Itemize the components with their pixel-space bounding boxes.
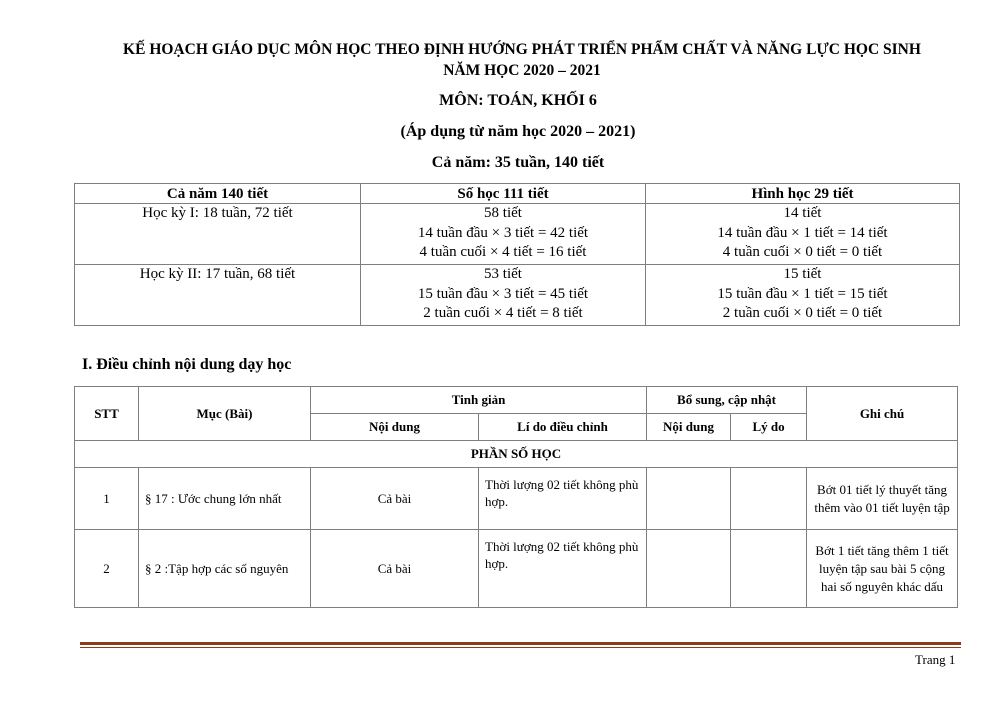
term1-label: Học kỳ I: 18 tuần, 72 tiết	[75, 204, 361, 265]
summary-table	[74, 183, 960, 326]
section-title: I. Điều chỉnh nội dung dạy học	[82, 356, 292, 373]
header-ly-do: Lý do	[731, 414, 807, 441]
header-noi-dung-tg: Nội dung	[311, 414, 479, 441]
header-noi-dung-bs: Nội dung	[647, 414, 731, 441]
term1-arith-last: 4 tuần cuối × 4 tiết = 16 tiết	[419, 244, 587, 260]
table-row	[75, 468, 958, 530]
footer-rule-thin	[80, 647, 961, 648]
term2-geom-total: 15 tiết	[783, 266, 822, 282]
header-muc: Mục (Bài)	[139, 387, 311, 441]
page-number: Trang 1	[915, 652, 956, 667]
term2-geom-first: 15 tuần đầu × 1 tiết = 15 tiết	[717, 285, 888, 302]
doc-title-line1: KẾ HOẠCH GIÁO DỤC MÔN HỌC THEO ĐỊNH HƯỚNG PHÁT TRIỂN PHẨM CHẤT VÀ NĂNG LỰC HỌC SINH	[123, 41, 921, 58]
summary-header-row	[75, 184, 960, 204]
row-ghi-chu: Bớt 1 tiết tăng thêm 1 tiết luyện tập sau bài 5 cộng hai số nguyên khác dấu	[807, 530, 958, 608]
apply-note: (Áp dụng từ năm học 2020 – 2021)	[400, 123, 636, 140]
row-stt: 1	[75, 468, 139, 530]
summary-row-term2	[75, 265, 960, 326]
header-stt: STT	[75, 387, 139, 441]
row-ghi-chu: Bớt 01 tiết lý thuyết tăng thêm vào 01 tiết luyện tập	[807, 468, 958, 530]
doc-title-line2: NĂM HỌC 2020 – 2021	[443, 62, 601, 79]
row-muc: § 2 :Tập hợp các số nguyên	[139, 530, 311, 608]
term2-geom	[646, 265, 960, 326]
part-label: PHẦN SỐ HỌC	[75, 441, 958, 468]
row-bs-noi-dung	[647, 468, 731, 530]
part-row	[75, 441, 958, 468]
footer-rule-thick	[80, 642, 961, 645]
header-ghi-chu: Ghi chú	[807, 387, 958, 441]
adjustment-table	[74, 386, 958, 608]
row-bs-ly-do	[731, 530, 807, 608]
row-bs-noi-dung	[647, 530, 731, 608]
header-tinh-gian: Tinh giản	[311, 387, 647, 414]
term2-label: Học kỳ II: 17 tuần, 68 tiết	[75, 265, 361, 326]
row-li-do: Thời lượng 02 tiết không phù hợp.	[479, 468, 647, 530]
table-row	[75, 530, 958, 608]
summary-header-arith: Số học 111 tiết	[361, 184, 646, 204]
subject-title: MÔN: TOÁN, KHỐI 6	[439, 92, 597, 109]
row-bs-ly-do	[731, 468, 807, 530]
row-muc: § 17 : Ước chung lớn nhất	[139, 468, 311, 530]
term1-geom	[646, 204, 960, 265]
term1-arith-total: 58 tiết	[484, 205, 522, 221]
summary-row-term1	[75, 204, 960, 265]
term2-arith-total: 53 tiết	[484, 266, 522, 282]
term1-geom-total: 14 tiết	[783, 205, 822, 221]
header-li-do: Lí do điều chỉnh	[479, 414, 647, 441]
term1-arith-first: 14 tuần đầu × 3 tiết = 42 tiết	[417, 224, 589, 241]
term1-geom-first: 14 tuần đầu × 1 tiết = 14 tiết	[717, 224, 888, 241]
row-stt: 2	[75, 530, 139, 608]
adjust-header-row1	[75, 387, 958, 414]
term2-arith	[361, 265, 646, 326]
summary-header-year: Cả năm 140 tiết	[75, 184, 361, 204]
term2-arith-first: 15 tuần đầu × 3 tiết = 45 tiết	[417, 285, 589, 302]
header-bo-sung: Bổ sung, cập nhật	[647, 387, 807, 414]
row-noi-dung: Cả bài	[311, 468, 479, 530]
year-summary: Cả năm: 35 tuần, 140 tiết	[431, 154, 605, 171]
term1-geom-last: 4 tuần cuối × 0 tiết = 0 tiết	[722, 244, 883, 260]
term1-arith	[361, 204, 646, 265]
summary-header-geom: Hình học 29 tiết	[646, 184, 960, 204]
row-li-do: Thời lượng 02 tiết không phù hợp.	[479, 530, 647, 608]
term2-geom-last: 2 tuần cuối × 0 tiết = 0 tiết	[722, 305, 883, 321]
term2-arith-last: 2 tuần cuối × 4 tiết = 8 tiết	[423, 305, 583, 321]
row-noi-dung: Cả bài	[311, 530, 479, 608]
